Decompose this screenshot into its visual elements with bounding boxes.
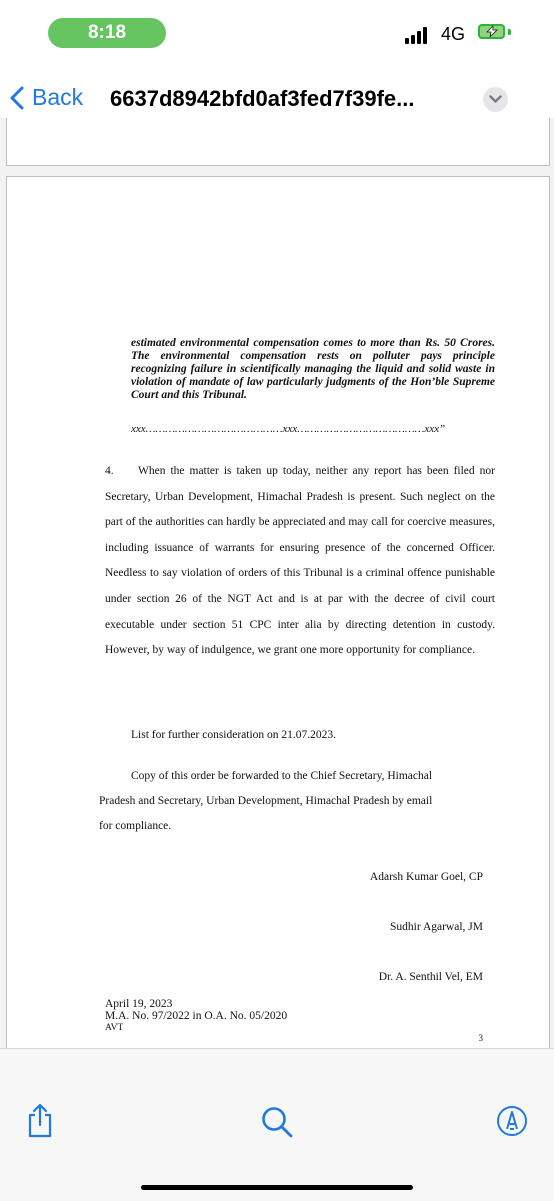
copy-line-1: Copy of this order be forwarded to the Chief Secretary, Himachal xyxy=(131,770,433,782)
status-time: 8:18 xyxy=(48,18,166,48)
home-indicator[interactable] xyxy=(141,1185,413,1190)
title-menu-button[interactable] xyxy=(483,87,508,112)
share-button[interactable] xyxy=(26,1103,54,1144)
document-title: 6637d8942bfd0af3fed7f39fe... xyxy=(110,86,415,111)
list-line: List for further consideration on 21.07.2023. xyxy=(131,729,337,741)
signature-1: Adarsh Kumar Goel, CP xyxy=(369,871,483,883)
previous-page xyxy=(6,118,550,166)
navigation-bar xyxy=(0,80,554,120)
network-type: 4G xyxy=(441,24,466,44)
document-page xyxy=(6,176,550,1048)
case-reference: M.A. No. 97/2022 in O.A. No. 05/2020 xyxy=(105,1010,288,1022)
page-number: 3 xyxy=(478,1033,483,1043)
order-date: April 19, 2023 xyxy=(105,998,173,1010)
copy-line-2: Pradesh and Secretary, Urban Development, Himachal Pradesh by email xyxy=(99,795,433,807)
markup-icon xyxy=(496,1105,528,1137)
markup-button[interactable] xyxy=(496,1105,528,1142)
signature-3: Dr. A. Senthil Vel, EM xyxy=(378,971,483,983)
paragraph-text: When the matter is taken up today, neither any report has been filed nor Secretary, Urban Development, Himachal Pradesh is present. Such neglect on the part of the authorities can hardly be appreciated and may call for coercive measures, including issuance of warrants for ensuring presence of the concerned Officer. Needless to say violation of orders of this Tribunal is a criminal offence punishable under section 26 of the NGT Act and is at par with the decree of civil court executable under section 51 CPC inter alia by directing detention in custody. However, by way of indulgence, we grant one more opportunity for compliance. xyxy=(105,465,495,657)
copy-line-3: for compliance. xyxy=(99,820,172,832)
quoted-text: estimated environmental compensation comes to more than Rs. 50 Crores. The environmental compensation rests on polluter pays principle recognizing failure in scientifically managing the liquid and solid waste in violation of mandate of law particularly judgments of the Hon’ble Supreme Court and this Tribunal. xyxy=(131,337,495,401)
paragraph-number: 4. xyxy=(105,465,114,477)
search-icon xyxy=(260,1105,294,1139)
battery-cap xyxy=(508,29,511,35)
pdf-viewer[interactable] xyxy=(0,118,554,1048)
chevron-down-icon xyxy=(489,95,502,104)
share-icon xyxy=(26,1103,54,1139)
initials: AVT xyxy=(105,1023,124,1033)
order-meta xyxy=(105,998,287,1034)
signature-2: Sudhir Agarwal, JM xyxy=(390,921,483,933)
back-button[interactable] xyxy=(10,84,83,111)
back-label: Back xyxy=(32,84,84,110)
chevron-left-icon xyxy=(10,86,24,110)
signal-icon xyxy=(405,26,433,44)
battery-charging-icon xyxy=(478,24,505,39)
search-button[interactable] xyxy=(260,1105,294,1144)
omission-line: xxx……………………………………xxx…………………………………xxx” xyxy=(131,423,446,435)
paragraph-4 xyxy=(105,459,495,664)
bottom-toolbar xyxy=(0,1048,554,1201)
